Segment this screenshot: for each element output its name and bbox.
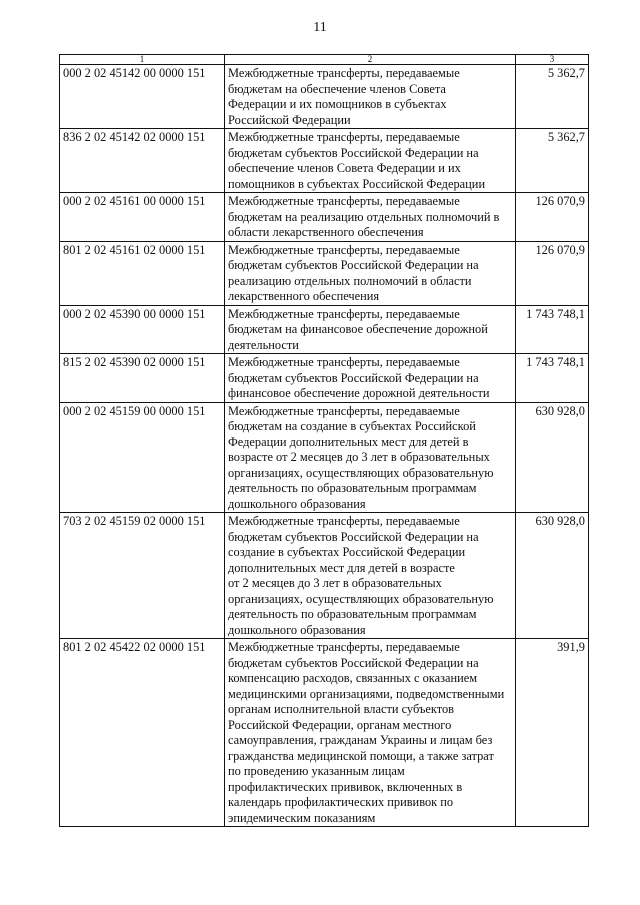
budget-code: 815 2 02 45390 02 0000 151: [60, 354, 225, 403]
table-row: [60, 639, 589, 827]
row-description: Межбюджетные трансферты, передаваемые бюджетам субъектов Российской Федерации на обеспечение членов Совета Федерации и их помощников в субъектах Российской Федерации: [225, 129, 516, 193]
budget-code: 000 2 02 45142 00 0000 151: [60, 65, 225, 129]
column-number-row: [60, 55, 589, 65]
row-description: Межбюджетные трансферты, передаваемые бюджетам на финансовое обеспечение дорожной деятельности: [225, 305, 516, 354]
row-description: Межбюджетные трансферты, передаваемые бюджетам субъектов Российской Федерации на финансовое обеспечение дорожной деятельности: [225, 354, 516, 403]
budget-code: 703 2 02 45159 02 0000 151: [60, 513, 225, 639]
budget-code: 000 2 02 45390 00 0000 151: [60, 305, 225, 354]
table-row: [60, 305, 589, 354]
table-row: [60, 193, 589, 242]
column-number-3: 3: [516, 55, 589, 65]
row-amount: 391,9: [516, 639, 589, 827]
row-amount: 630 928,0: [516, 402, 589, 513]
row-amount: 126 070,9: [516, 193, 589, 242]
row-amount: 630 928,0: [516, 513, 589, 639]
table-row: [60, 513, 589, 639]
budget-code: 000 2 02 45161 00 0000 151: [60, 193, 225, 242]
table-row: [60, 241, 589, 305]
row-description: Межбюджетные трансферты, передаваемые бюджетам субъектов Российской Федерации на создание в субъектах Российской Федерации дополнительных мест для детей в возрасте от 2 месяцев до 3 лет в образовательных организациях, осуществляющих образовательную деятельность по образовательным программам дошкольного образования: [225, 513, 516, 639]
table-row: [60, 354, 589, 403]
column-number-1: 1: [60, 55, 225, 65]
column-number-2: 2: [225, 55, 516, 65]
row-amount: 5 362,7: [516, 65, 589, 129]
row-description: Межбюджетные трансферты, передаваемые бюджетам на обеспечение членов Совета Федерации и их помощников в субъектах Российской Федерации: [225, 65, 516, 129]
table-row: [60, 129, 589, 193]
row-description: Межбюджетные трансферты, передаваемые бюджетам субъектов Российской Федерации на реализацию отдельных полномочий в области лекарственного обеспечения: [225, 241, 516, 305]
row-amount: 5 362,7: [516, 129, 589, 193]
table-row: [60, 65, 589, 129]
table-row: [60, 402, 589, 513]
row-amount: 1 743 748,1: [516, 305, 589, 354]
budget-code: 000 2 02 45159 00 0000 151: [60, 402, 225, 513]
row-description: Межбюджетные трансферты, передаваемые бюджетам на создание в субъектах Российской Федерации дополнительных мест для детей в возрасте от 2 месяцев до 3 лет в образовательных организациях, осуществляющих образовательную деятельность по образовательным программам дошкольного образования: [225, 402, 516, 513]
budget-code: 801 2 02 45161 02 0000 151: [60, 241, 225, 305]
budget-code: 801 2 02 45422 02 0000 151: [60, 639, 225, 827]
row-amount: 126 070,9: [516, 241, 589, 305]
row-description: Межбюджетные трансферты, передаваемые бюджетам субъектов Российской Федерации на компенсацию расходов, связанных с оказанием медицинскими организациями, подведомственными органам исполнительной власти субъектов Российской Федерации, органам местного самоуправления, гражданам Украины и лицам без гражданства медицинской помощи, а также затрат по проведению указанным лицам профилактических прививок, включенных в календарь профилактических прививок по эпидемическим показаниям: [225, 639, 516, 827]
budget-table: [59, 54, 589, 827]
row-amount: 1 743 748,1: [516, 354, 589, 403]
budget-code: 836 2 02 45142 02 0000 151: [60, 129, 225, 193]
row-description: Межбюджетные трансферты, передаваемые бюджетам на реализацию отдельных полномочий в области лекарственного обеспечения: [225, 193, 516, 242]
page-number: 11: [313, 20, 327, 35]
